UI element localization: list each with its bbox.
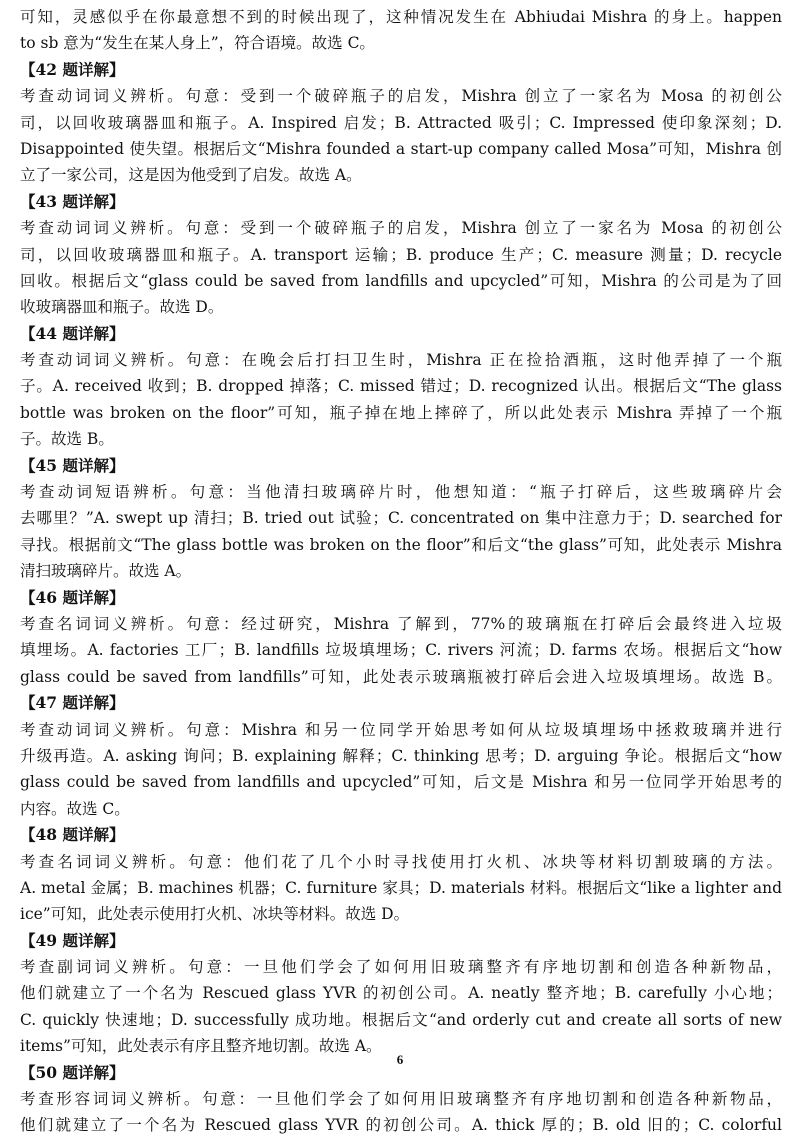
- text-line: 子。故选 B。: [20, 430, 114, 449]
- text-line: to sb 意为“发生在某人身上”，符合语境。故选 C。: [20, 34, 375, 53]
- text-line: items”可知，此处表示有序且整齐地切割。故选 A。: [20, 1037, 382, 1056]
- text-line: 清扫玻璃碎片。故选 A。: [20, 562, 192, 581]
- text-line: 考查动词词义辨析。句意：受到一个破碎瓶子的启发，Mishra 创立了一家名为 Mosa 的初创公: [20, 87, 782, 106]
- text-line: 升级再造。A. asking 询问；B. explaining 解释；C. thinking 思考；D. arguing 争论。根据后文“how: [20, 746, 782, 765]
- section-heading: 【42 题详解】: [20, 59, 125, 79]
- document-body: [20, 4, 782, 1139]
- text-line: ice”可知，此处表示使用打火机、冰块等材料。故选 D。: [20, 905, 410, 924]
- text-line: 考查副词词义辨析。句意：一旦他们学会了如何用旧玻璃整齐有序地切割和创造各种新物品，: [20, 958, 782, 977]
- text-line: 去哪里？”A. swept up 清扫；B. tried out 试验；C. concentrated on 集中注意力于；D. searched for: [20, 509, 782, 528]
- text-line: 考查动词词义辨析。句意：Mishra 和另一位同学开始思考如何从垃圾填埋场中拯救玻璃并进行: [20, 720, 782, 739]
- section-heading: 【49 题详解】: [20, 930, 125, 950]
- text-line: 内容。故选 C。: [20, 799, 130, 818]
- text-line: bottle was broken on the floor”可知，瓶子掉在地上摔碎了，所以此处表示 Mishra 弄掉了一个瓶: [20, 403, 782, 422]
- text-line: 立了一家公司，这是因为他受到了启发。故选 A。: [20, 166, 362, 185]
- text-line: 考查名词词义辨析。句意：他们花了几个小时寻找使用打火机、冰块等材料切割玻璃的方法。: [20, 852, 782, 871]
- page-number: 6: [396, 1052, 404, 1067]
- section-heading: 【45 题详解】: [20, 455, 125, 475]
- section-heading: 【50 题详解】: [20, 1062, 125, 1082]
- text-line: 考查名词词义辨析。句意：经过研究，Mishra 了解到，77%的玻璃瓶在打碎后会最终进入垃圾: [20, 614, 782, 633]
- text-line: 寻找。根据前文“The glass bottle was broken on the floor”和后文“the glass”可知，此处表示 Mishra: [20, 535, 782, 554]
- text-line: 考查动词词义辨析。句意：受到一个破碎瓶子的启发，Mishra 创立了一家名为 Mosa 的初创公: [20, 219, 782, 238]
- text-line: 考查形容词词义辨析。句意：一旦他们学会了如何用旧玻璃整齐有序地切割和创造各种新物品，: [20, 1090, 782, 1109]
- section-heading: 【44 题详解】: [20, 323, 125, 343]
- section-heading: 【48 题详解】: [20, 825, 125, 845]
- text-line: A. metal 金属；B. machines 机器；C. furniture 家具；D. materials 材料。根据后文“like a lighter and: [20, 878, 782, 897]
- text-line: 可知，灵感似乎在你最意想不到的时候出现了，这种情况发生在 Abhiudai Mishra 的身上。happen: [20, 8, 782, 26]
- text-line: 他们就建立了一个名为 Rescued glass YVR 的初创公司。A. neatly 整齐地；B. carefully 小心地；: [20, 984, 782, 1003]
- text-line: glass could be saved from landfills”可知，此处表示玻璃瓶被打碎后会进入垃圾填埋场。故选 B。: [20, 667, 782, 686]
- section-heading: 【46 题详解】: [20, 587, 125, 607]
- text-line: 收玻璃器皿和瓶子。故选 D。: [20, 298, 224, 317]
- text-line: 回收。根据后文“glass could be saved from landfills and upcycled”可知，Mishra 的公司是为了回: [20, 271, 782, 290]
- text-line: Disappointed 使失望。根据后文“Mishra founded a start-up company called Mosa”可知，Mishra 创: [20, 139, 782, 158]
- section-heading: 【43 题详解】: [20, 191, 125, 211]
- text-line: 司，以回收玻璃器皿和瓶子。A. transport 运输；B. produce 生产；C. measure 测量；D. recycle: [20, 245, 782, 264]
- text-line: 考查动词短语辨析。句意：当他清扫玻璃碎片时，他想知道：“瓶子打碎后，这些玻璃碎片会: [20, 483, 782, 502]
- text-line: 填埋场。A. factories 工厂；B. landfills 垃圾填埋场；C. rivers 河流；D. farms 农场。根据后文“how: [20, 641, 782, 660]
- text-line: C. quickly 快速地；D. successfully 成功地。根据后文“and orderly cut and create all sorts of new: [20, 1010, 782, 1029]
- text-line: 子。A. received 收到；B. dropped 掉落；C. missed 错过；D. recognized 认出。根据后文“The glass: [20, 377, 782, 396]
- section-heading: 【47 题详解】: [20, 693, 125, 713]
- text-line: 司，以回收玻璃器皿和瓶子。A. Inspired 启发；B. Attracted 吸引；C. Impressed 使印象深刻；D.: [20, 113, 782, 132]
- text-line: 考查动词词义辨析。句意：在晚会后打扫卫生时，Mishra 正在捡拾酒瓶，这时他弄掉了一个瓶: [20, 351, 782, 370]
- text-line: 他们就建立了一个名为 Rescued glass YVR 的初创公司。A. thick 厚的；B. old 旧的；C. colorful: [20, 1116, 782, 1135]
- text-line: glass could be saved from landfills and upcycled”可知，后文是 Mishra 和另一位同学开始思考的: [20, 773, 782, 792]
